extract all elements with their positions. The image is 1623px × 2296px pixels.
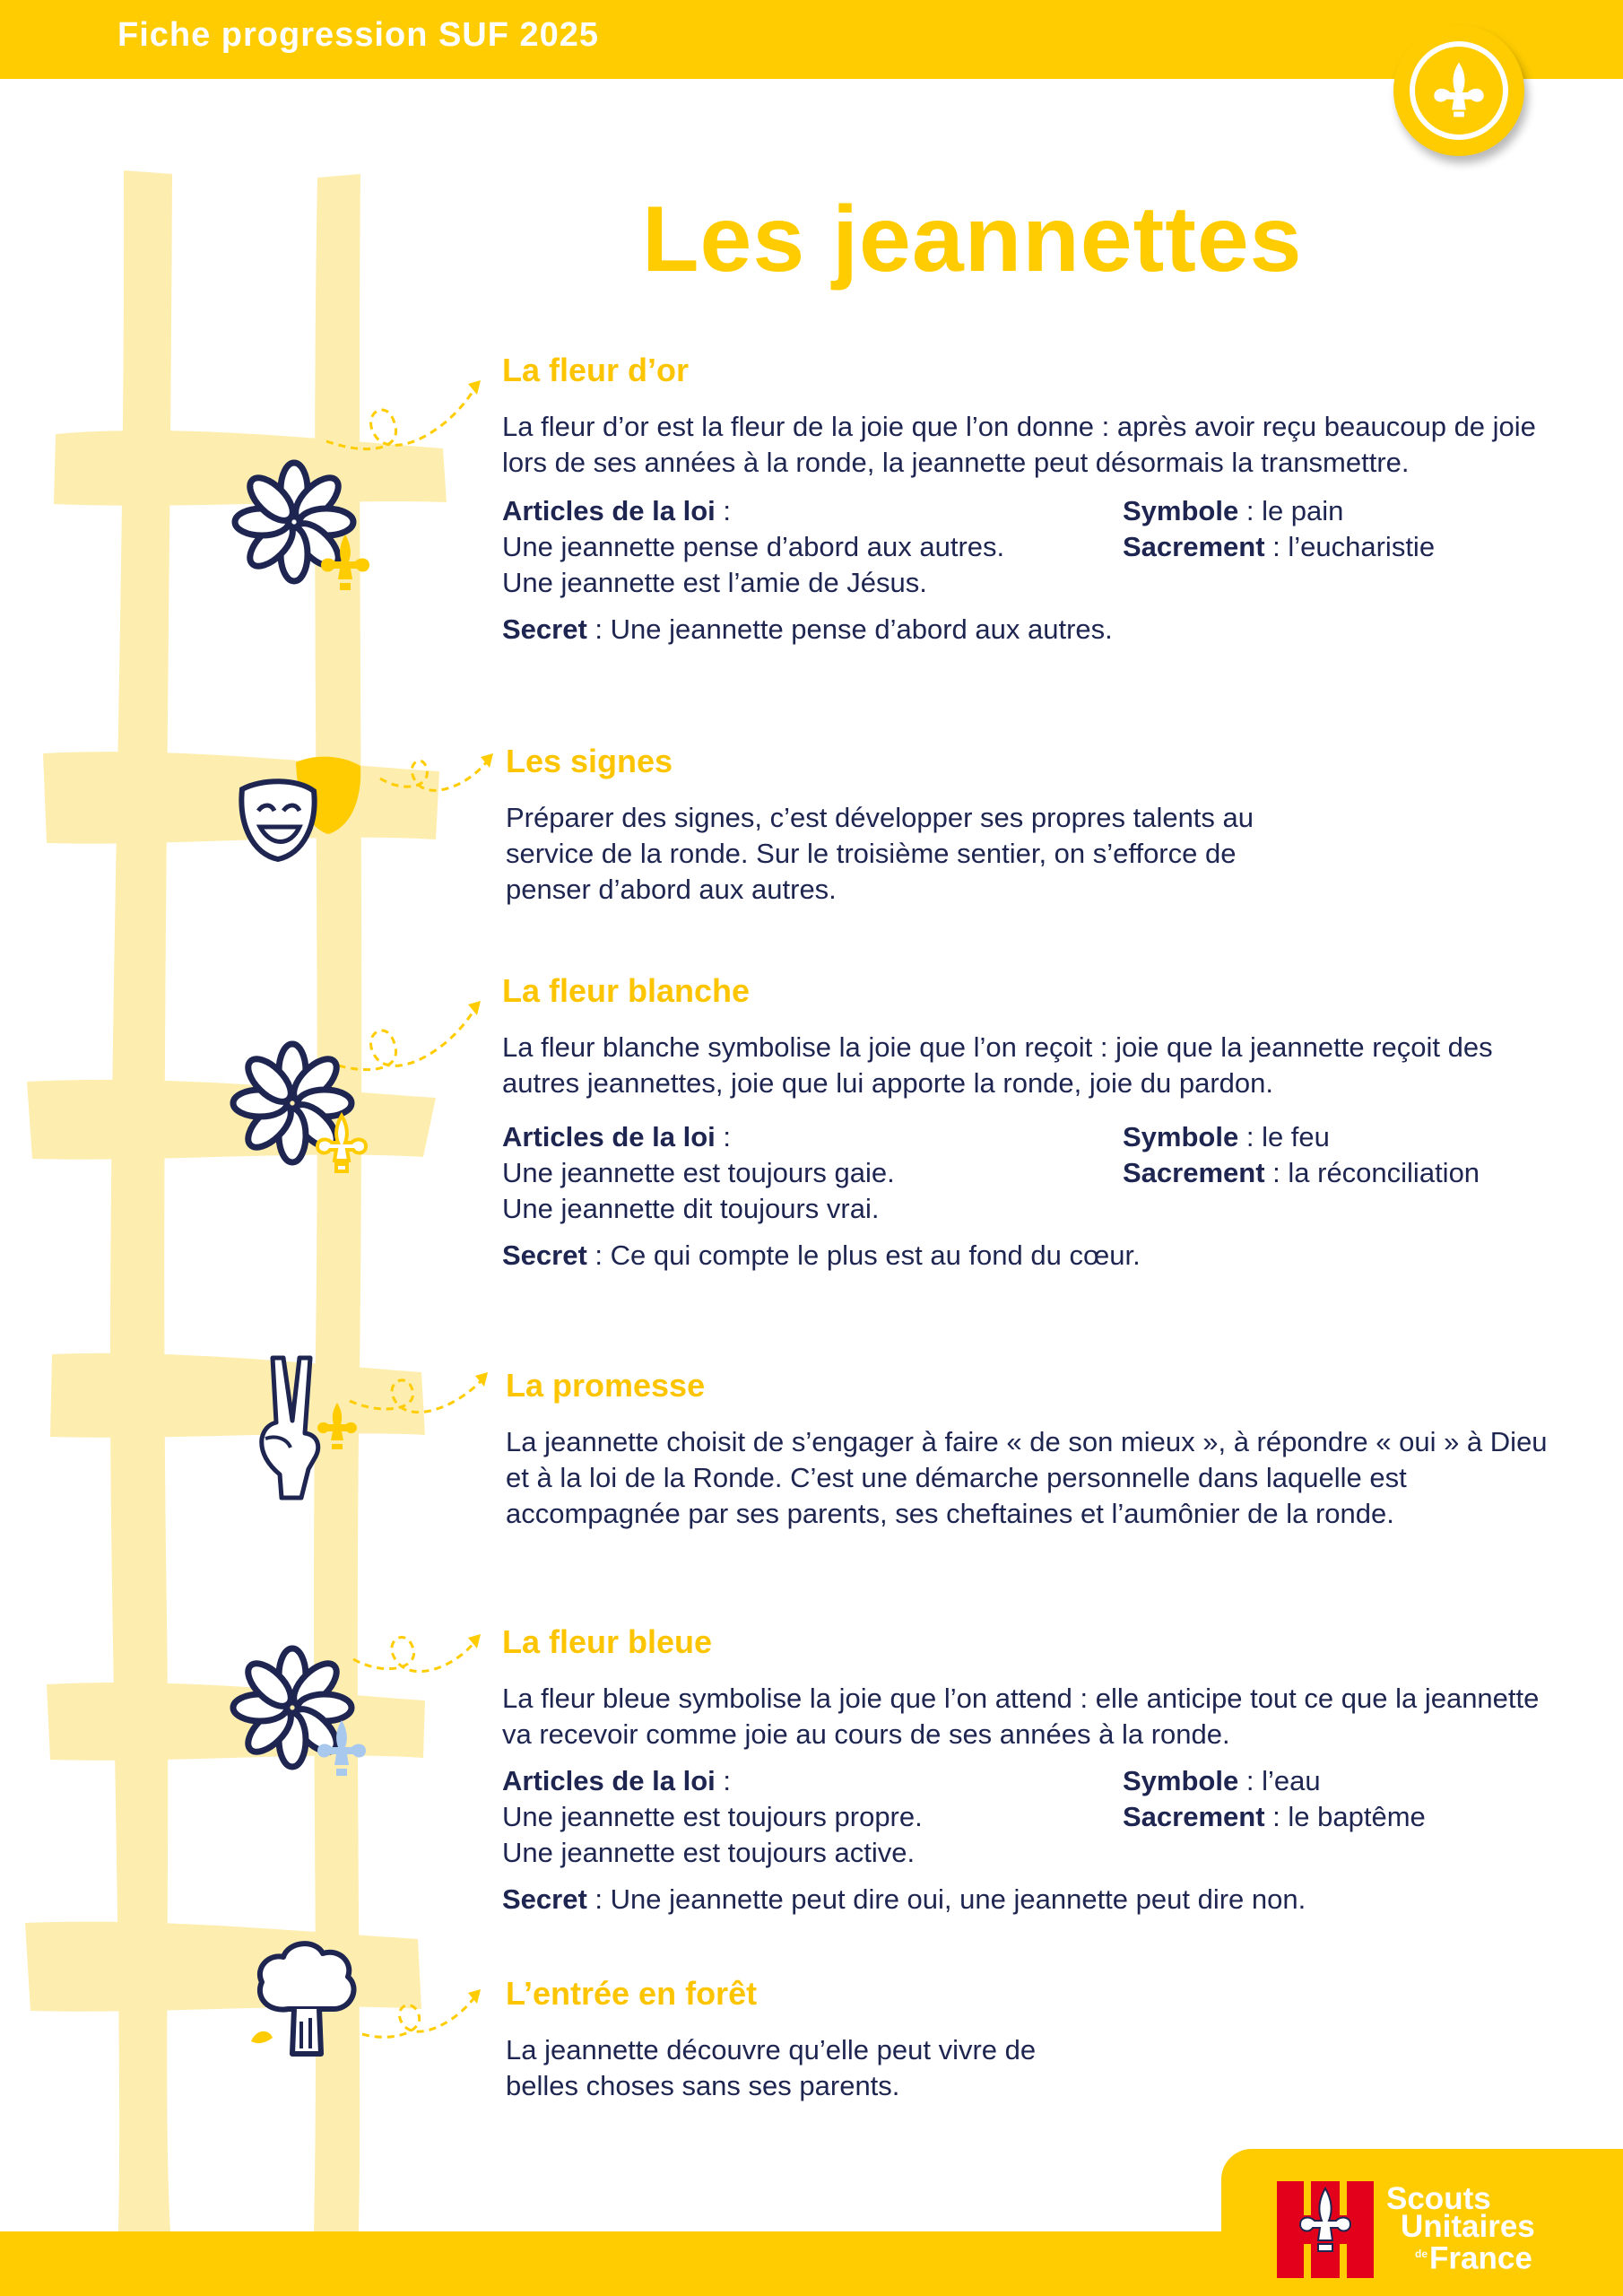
symbole-value: le feu bbox=[1262, 1121, 1330, 1152]
section-title: La fleur bleue bbox=[502, 1623, 713, 1660]
secret-line: Secret : Une jeannette pense d’abord aux autres. bbox=[502, 613, 1113, 645]
section-description: La fleur d’or est la fleur de la joie que l’on donne : après avoir reçu beaucoup de joie lors de ses années à la ronde, la jeannette peut désormais la transmettre. bbox=[502, 411, 1536, 478]
fleur-de-lis-icon bbox=[310, 1112, 373, 1184]
section-fleur-bleue bbox=[502, 1623, 1560, 1918]
theater-masks-icon bbox=[235, 753, 369, 870]
symbole-value: l’eau bbox=[1262, 1765, 1321, 1796]
law-article: Une jeannette est toujours gaie. bbox=[502, 1157, 895, 1188]
symbole-label: Symbole bbox=[1123, 1765, 1239, 1796]
secret-label: Secret bbox=[502, 1239, 587, 1271]
section-description: Préparer des signes, c’est développer ses propres talents au service de la ronde. Sur le troisième sentier, on s’efforce de penser d’abord aux autres. bbox=[506, 802, 1254, 905]
dashed-arrow-icon bbox=[323, 370, 493, 468]
victory-hand-icon bbox=[246, 1352, 371, 1505]
fleur-de-lis-icon bbox=[314, 531, 377, 603]
articles-label: Articles de la loi bbox=[502, 1121, 716, 1152]
header-title: Fiche progression SUF 2025 bbox=[117, 16, 600, 54]
page-title: Les jeannettes bbox=[642, 187, 1303, 291]
logo-line-1: Scouts bbox=[1386, 2181, 1491, 2216]
section-details bbox=[502, 1763, 1560, 1871]
tree-icon bbox=[242, 1932, 377, 2066]
sacrement-label: Sacrement bbox=[1123, 531, 1265, 562]
articles-label: Articles de la loi bbox=[502, 1765, 716, 1796]
symbole-label: Symbole bbox=[1123, 495, 1239, 526]
sacrement-label: Sacrement bbox=[1123, 1157, 1265, 1188]
logo-line-3: France bbox=[1429, 2240, 1532, 2276]
symbole-label: Symbole bbox=[1123, 1121, 1239, 1152]
section-title: La promesse bbox=[506, 1367, 706, 1404]
section-fleur-blanche bbox=[502, 972, 1560, 1274]
logo-line-3-small: de bbox=[1415, 2248, 1428, 2260]
section-details bbox=[502, 493, 1560, 601]
sacrement-value: le baptême bbox=[1288, 1801, 1426, 1832]
section-description: La fleur blanche symbolise la joie que l’on reçoit : joie que la jeannette reçoit des autres jeannettes, joie que lui apporte la ronde, joie du pardon. bbox=[502, 1031, 1493, 1099]
section-entree-foret bbox=[506, 1975, 1313, 2104]
secret-label: Secret bbox=[502, 613, 587, 645]
law-article: Une jeannette pense d’abord aux autres. bbox=[502, 531, 1005, 562]
suf-cross-icon bbox=[1271, 2176, 1379, 2283]
secret-label: Secret bbox=[502, 1883, 587, 1915]
dashed-arrow-icon bbox=[359, 1980, 493, 2052]
secret-value: Ce qui compte le plus est au fond du cœur. bbox=[610, 1239, 1141, 1271]
section-description: La jeannette choisit de s’engager à faire « de son mieux », à répondre « oui » à Dieu et à la loi de la Ronde. C’est une démarche personnelle dans laquelle est accompagnée par ses parents, ses cheftaines et l’aumônier de la ronde. bbox=[506, 1426, 1548, 1529]
section-fleur-or bbox=[502, 352, 1560, 648]
logo-line-2: Unitaires bbox=[1401, 2209, 1535, 2244]
fleur-de-lis-icon bbox=[310, 1717, 373, 1788]
law-article: Une jeannette est l’amie de Jésus. bbox=[502, 567, 927, 598]
sacrement-value: l’eucharistie bbox=[1288, 531, 1436, 562]
dashed-arrow-icon bbox=[377, 743, 502, 814]
dashed-arrow-icon bbox=[350, 1614, 493, 1704]
section-signes bbox=[506, 743, 1277, 908]
secret-value: Une jeannette pense d’abord aux autres. bbox=[610, 613, 1113, 645]
section-description: La fleur bleue symbolise la joie que l’on attend : elle anticipe tout ce que la jeannette va recevoir comme joie au cours de ses années à la ronde. bbox=[502, 1683, 1540, 1750]
header-badge bbox=[1393, 25, 1524, 156]
symbol-sacrament: Symbole : le pain Sacrement : l’eucharistie bbox=[1123, 495, 1436, 562]
suf-logo bbox=[1221, 2149, 1623, 2296]
secret-line: Secret : Ce qui compte le plus est au fond du cœur. bbox=[502, 1239, 1141, 1271]
fleur-de-lis-badge bbox=[1410, 41, 1508, 140]
secret-value: Une jeannette peut dire oui, une jeannette peut dire non. bbox=[610, 1883, 1306, 1915]
law-articles: Articles de la loi : Une jeannette est toujours propre. Une jeannette est toujours active. bbox=[502, 1763, 1121, 1871]
section-description: La jeannette découvre qu’elle peut vivre de belles choses sans ses parents. bbox=[506, 2034, 1037, 2101]
sacrement-value: la réconciliation bbox=[1288, 1157, 1480, 1188]
law-article: Une jeannette est toujours active. bbox=[502, 1837, 916, 1868]
section-title: La fleur blanche bbox=[502, 972, 751, 1009]
fleur-de-lis-icon bbox=[1415, 47, 1503, 135]
law-articles: Articles de la loi : Une jeannette pense d’abord aux autres. Une jeannette est l’amie de Jésus. bbox=[502, 493, 1121, 601]
law-article: Une jeannette dit toujours vrai. bbox=[502, 1193, 880, 1224]
section-title: Les signes bbox=[506, 743, 673, 779]
section-details bbox=[502, 1119, 1560, 1227]
section-title: L’entrée en forêt bbox=[506, 1975, 758, 2012]
symbol-sacrament: Symbole : le feu Sacrement : la réconciliation bbox=[1123, 1121, 1480, 1188]
suf-logo-text bbox=[1386, 2181, 1535, 2276]
secret-line: Secret : Une jeannette peut dire oui, une jeannette peut dire non. bbox=[502, 1883, 1306, 1915]
section-title: La fleur d’or bbox=[502, 352, 690, 388]
law-article: Une jeannette est toujours propre. bbox=[502, 1801, 923, 1832]
symbol-sacrament: Symbole : l’eau Sacrement : le baptême bbox=[1123, 1765, 1426, 1832]
sacrement-label: Sacrement bbox=[1123, 1801, 1265, 1832]
articles-label: Articles de la loi bbox=[502, 495, 716, 526]
law-articles: Articles de la loi : Une jeannette est toujours gaie. Une jeannette dit toujours vrai. bbox=[502, 1119, 1121, 1227]
symbole-value: le pain bbox=[1262, 495, 1344, 526]
section-promesse bbox=[506, 1367, 1564, 1532]
